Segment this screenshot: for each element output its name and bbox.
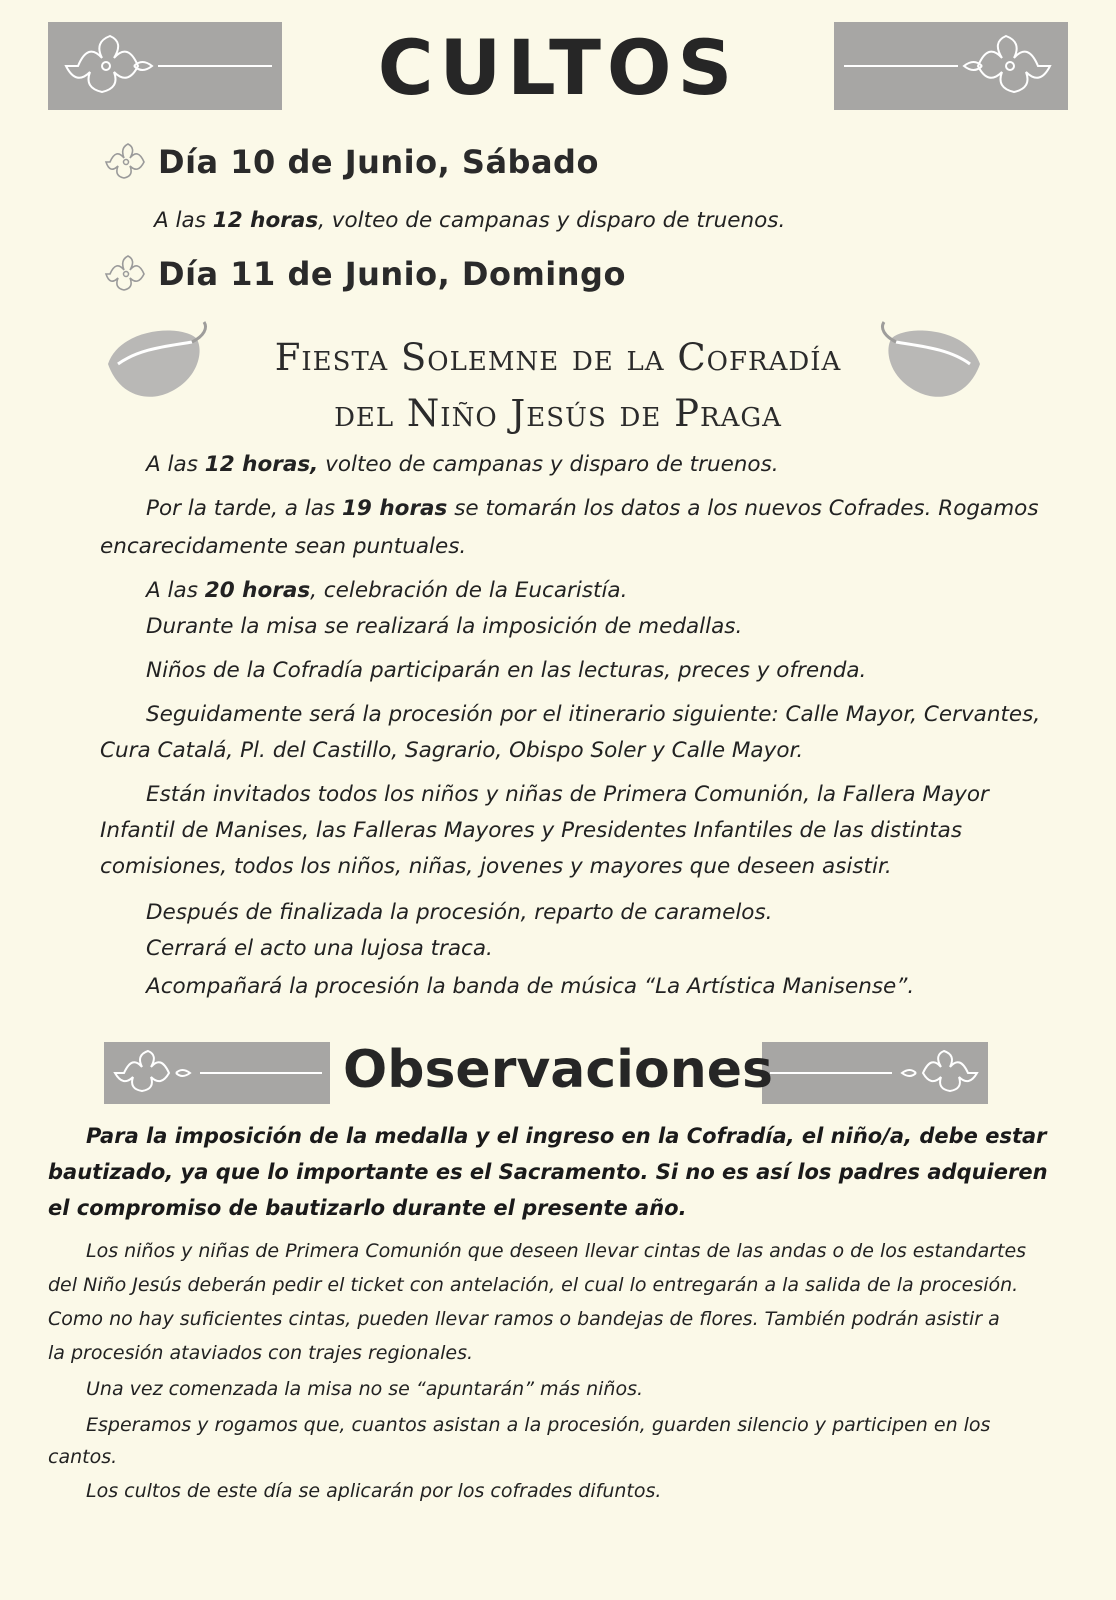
observaciones-title: Observaciones bbox=[343, 1040, 773, 1100]
day2-paragraph-9: Cerrará el acto una lujosa traca. bbox=[146, 936, 493, 961]
emphasis-text: 12 horas, bbox=[204, 452, 319, 477]
day-heading-1 bbox=[102, 140, 599, 184]
observaciones-paragraph-4: Los cultos de este día se aplicarán por los cofrades difuntos. bbox=[86, 1480, 662, 1502]
observaciones-banner-right bbox=[762, 1042, 988, 1104]
day2-paragraph-7b: Infantil de Manises, las Falleras Mayores y Presidentes Infantiles de las distintas bbox=[100, 818, 963, 843]
text-span: , celebración de la Eucaristía. bbox=[310, 578, 628, 603]
observaciones-banner-left bbox=[104, 1042, 330, 1104]
observaciones-paragraph-1b: del Niño Jesús deberán pedir el ticket con antelación, el cual lo entregarán a la salida de la procesión. bbox=[48, 1274, 1019, 1296]
fleur-de-lis-ornament-icon bbox=[48, 22, 282, 110]
header-banner-right bbox=[834, 22, 1068, 110]
observaciones-paragraph-1d: la procesión ataviados con trajes regionales. bbox=[48, 1342, 474, 1364]
day2-paragraph-7a: Están invitados todos los niños y niñas de Primera Comunión, la Fallera Mayor bbox=[146, 782, 989, 807]
day2-paragraph-8: Después de finalizada la procesión, reparto de caramelos. bbox=[146, 900, 773, 925]
day2-paragraph-10: Acompañará la procesión la banda de música “La Artística Manisense”. bbox=[146, 974, 915, 999]
text-span: A las bbox=[154, 208, 213, 233]
bold-line: bautizado, ya que lo importante es el Sacramento. Si no es así los padres adquieren bbox=[48, 1160, 1048, 1184]
emphasis-text: 19 horas bbox=[341, 496, 448, 521]
fleur-de-lis-ornament-icon bbox=[762, 1042, 988, 1104]
observaciones-bold-paragraph bbox=[48, 1118, 1074, 1226]
fleur-de-lis-ornament-icon bbox=[104, 1042, 330, 1104]
page-title: CULTOS bbox=[377, 23, 739, 112]
fiesta-title bbox=[190, 330, 926, 442]
day1-paragraph bbox=[154, 202, 785, 240]
day-heading-text: Día 11 de Junio, Domingo bbox=[158, 255, 626, 293]
day2-paragraph-2-cont: encarecidamente sean puntuales. bbox=[100, 534, 467, 559]
emphasis-text: 12 horas bbox=[212, 208, 319, 233]
fleur-de-lis-ornament-icon bbox=[102, 252, 152, 296]
day2-paragraph-5: Niños de la Cofradía participarán en las lecturas, preces y ofrenda. bbox=[146, 658, 867, 683]
day2-paragraph-2 bbox=[146, 490, 1039, 528]
bold-line: Para la imposición de la medalla y el ingreso en la Cofradía, el niño/a, debe estar bbox=[86, 1124, 1047, 1148]
fiesta-title-line-1: Fiesta Solemne de la Cofradía bbox=[274, 336, 842, 379]
bold-line: el compromiso de bautizarlo durante el presente año. bbox=[48, 1196, 687, 1220]
fiesta-title-line-2: del Niño Jesús de Praga bbox=[334, 392, 782, 435]
text-span: volteo de campanas y disparo de truenos. bbox=[318, 452, 779, 477]
text-span: se tomarán los datos a los nuevos Cofrades. Rogamos bbox=[447, 496, 1039, 521]
text-span: A las bbox=[146, 452, 205, 477]
text-span: Por la tarde, a las bbox=[146, 496, 342, 521]
day2-paragraph-6b: Cura Catalá, Pl. del Castillo, Sagrario, Obispo Soler y Calle Mayor. bbox=[100, 738, 804, 763]
emphasis-text: 20 horas bbox=[204, 578, 311, 603]
observaciones-paragraph-3b: cantos. bbox=[48, 1446, 118, 1468]
observaciones-paragraph-1c: Como no hay suficientes cintas, pueden llevar ramos o bandejas de flores. También podrán asistir a bbox=[48, 1308, 1000, 1330]
day2-paragraph-6a: Seguidamente será la procesión por el itinerario siguiente: Calle Mayor, Cervantes, bbox=[146, 702, 1041, 727]
day2-paragraph-1 bbox=[146, 446, 779, 484]
text-span: A las bbox=[146, 578, 205, 603]
day-heading-2 bbox=[102, 252, 626, 296]
fleur-de-lis-ornament-icon bbox=[834, 22, 1068, 110]
day2-paragraph-7c: comisiones, todos los niños, niñas, jovenes y mayores que deseen asistir. bbox=[100, 854, 892, 879]
header-banner-left bbox=[48, 22, 282, 110]
observaciones-paragraph-2: Una vez comenzada la misa no se “apuntarán” más niños. bbox=[86, 1378, 644, 1400]
day2-paragraph-4: Durante la misa se realizará la imposición de medallas. bbox=[146, 614, 743, 639]
observaciones-paragraph-1a: Los niños y niñas de Primera Comunión que deseen llevar cintas de las andas o de los estandartes bbox=[86, 1240, 1027, 1262]
fleur-de-lis-ornament-icon bbox=[102, 140, 152, 184]
day-heading-text: Día 10 de Junio, Sábado bbox=[158, 143, 599, 181]
observaciones-paragraph-3a: Esperamos y rogamos que, cuantos asistan a la procesión, guarden silencio y participen en los bbox=[86, 1414, 991, 1436]
text-span: , volteo de campanas y disparo de truenos. bbox=[318, 208, 786, 233]
day2-paragraph-3 bbox=[146, 572, 627, 610]
